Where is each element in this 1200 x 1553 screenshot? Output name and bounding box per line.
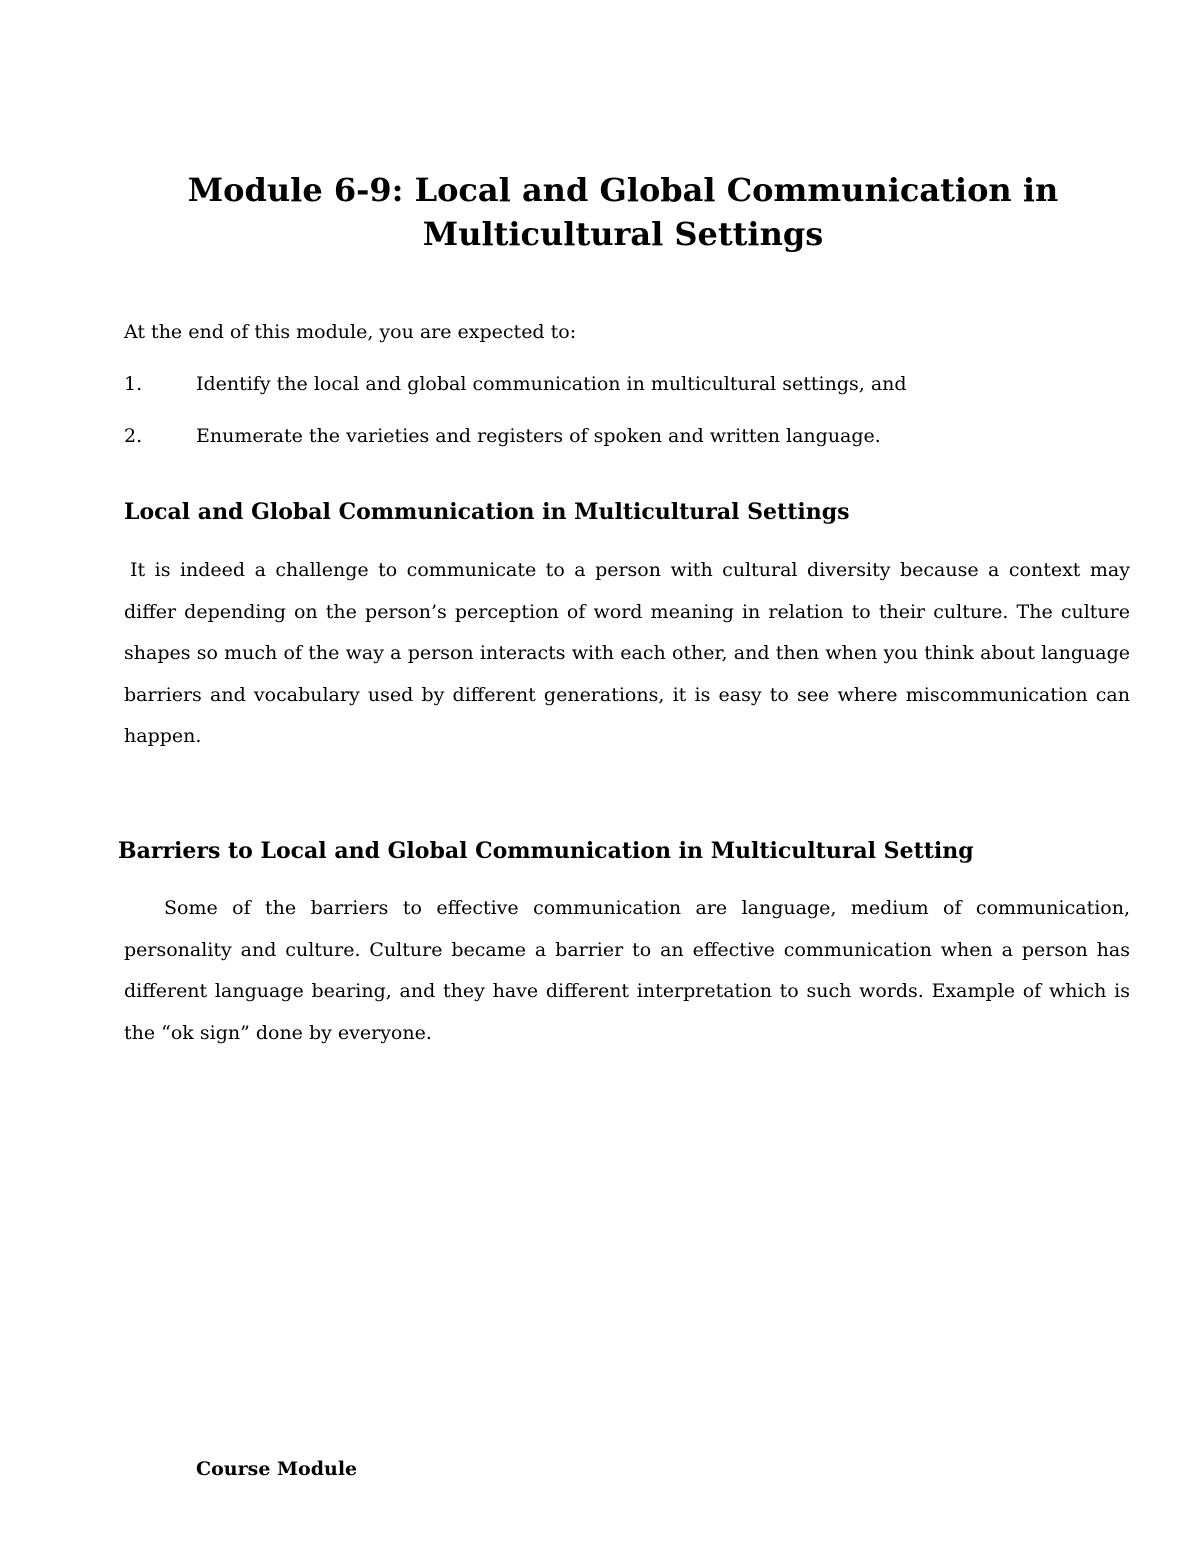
list-item-number: 2. (124, 425, 143, 447)
section-paragraph-barriers: Some of the barriers to effective communication are language, medium of communication, personality and culture. Culture became a barrier to an effective communication when a person has different language bearing, and they have different interpretation to such words. Example of which is the “ok sign” done by everyone. (124, 897, 1130, 1044)
objectives-list (124, 370, 1134, 474)
footer-course-module: Course Module (196, 1458, 358, 1480)
section-heading-barriers: Barriers to Local and Global Communication in Multicultural Setting (118, 838, 974, 864)
objectives-intro: At the end of this module, you are expected to: (124, 321, 577, 343)
section-paragraph-local-global: It is indeed a challenge to communicate to a person with cultural diversity because a context may differ depending on the person’s perception of word meaning in relation to their culture. The culture shapes so much of the way a person interacts with each other, and then when you think about language barriers and vocabulary used by different generations, it is easy to see where miscommunication can happen. (124, 559, 1130, 747)
list-item (124, 422, 1134, 474)
list-item-number: 1. (124, 373, 143, 395)
page-title: Module 6-9: Local and Global Communication in Multicultural Settings (187, 171, 1059, 253)
section-heading-local-global: Local and Global Communication in Multicultural Settings (124, 499, 850, 525)
list-item (124, 370, 1134, 422)
list-item-text: Enumerate the varieties and registers of spoken and written language. (196, 425, 881, 447)
list-item-text: Identify the local and global communication in multicultural settings, and (196, 373, 907, 395)
